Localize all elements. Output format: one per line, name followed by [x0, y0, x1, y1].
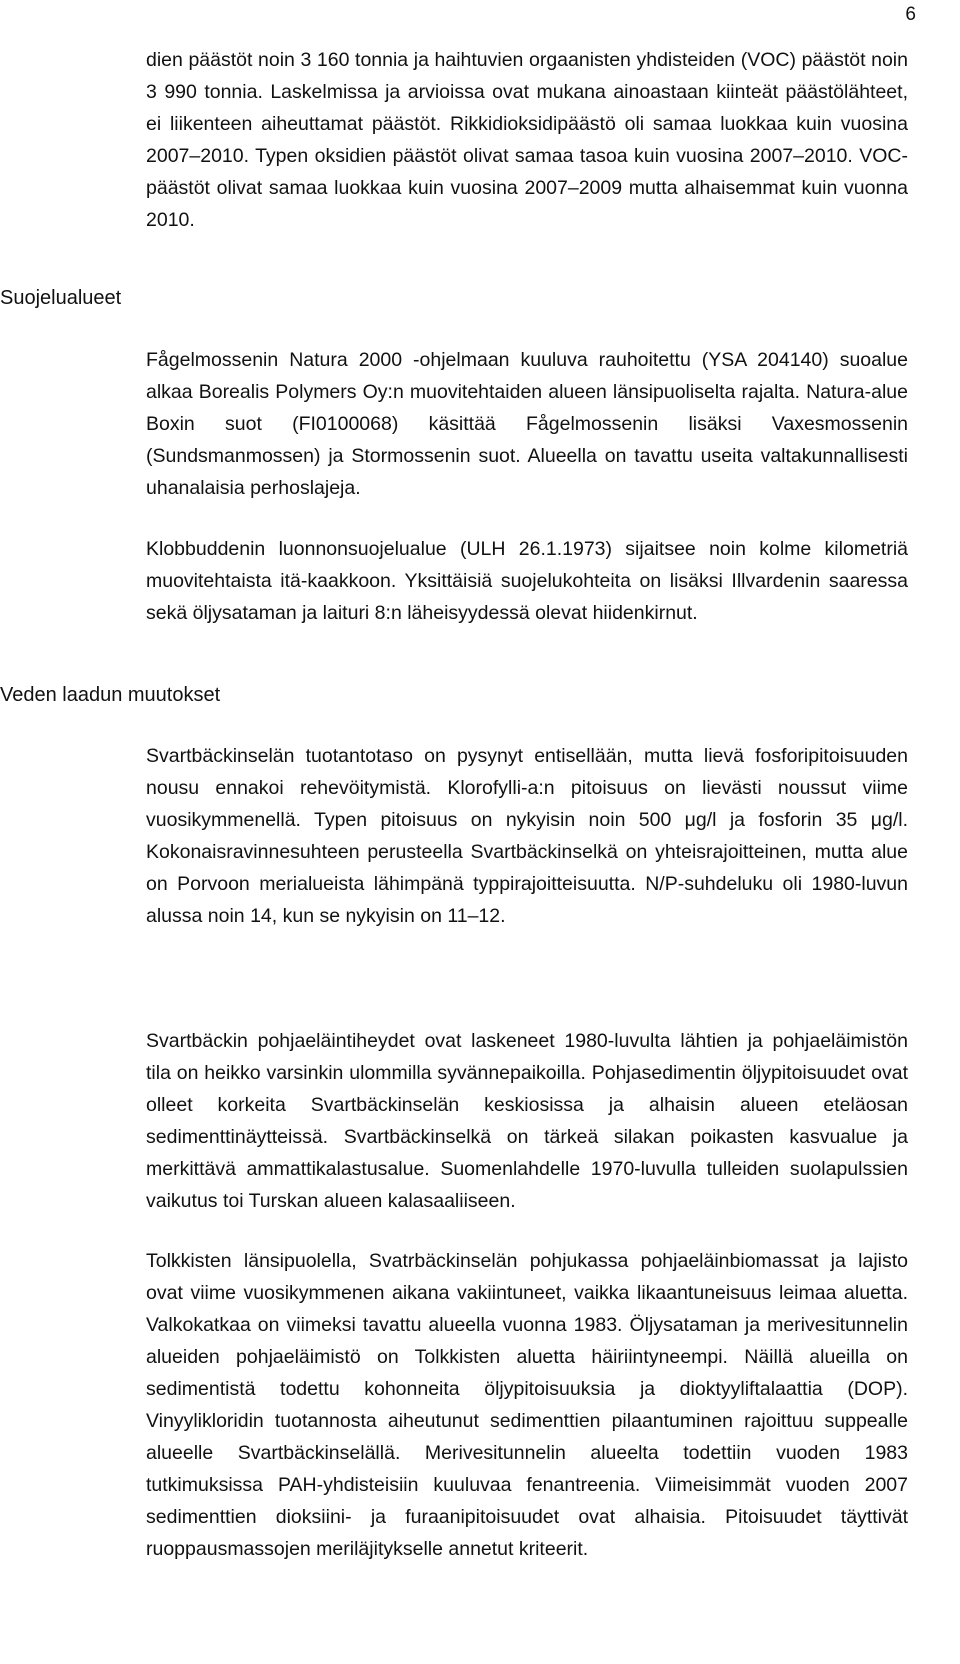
paragraph-klobbudden: Klobbuddenin luonnonsuojelualue (ULH 26.1.1973) sijaitsee noin kolme kilometriä muovitehtaista itä-kaakkoon. Yksittäisiä suojelukohteita on lisäksi Illvardenin saaressa sekä öljysataman ja laituri 8:n läheisyydessä olevat hiidenkirnut.	[146, 538, 908, 624]
paragraph-tolkkinen: Tolkkisten länsipuolella, Svatrbäckinselän pohjukassa pohjaeläinbiomassat ja lajisto ovat viime vuosikymmenen aikana vakiintuneet, vaikka likaantuneisuus leimaa aluetta. Valkokatkaa on viimeksi tavattu alueella vuonna 1983. Öljysataman ja merivesitunnelin alueiden pohjaeläimistö on Tolkkisten aluetta häiriintyneempi. Näillä alueilla on sedimentistä todettu kohonneita öljypitoisuuksia ja dioktyyliftalaattia (DOP). Vinyylikloridin tuotannosta aiheutunut sedimenttien pilaantuminen rajoittuu suppealle alueelle Svartbäckinselällä. Merivesitunnelin alueelta todettiin vuoden 1983 tutkimuksissa PAH-yhdisteisiin kuuluvaa fenantreenia. Viimeisimmät vuoden 2007 sedimenttien dioksiini- ja furaanipitoisuudet ovat alhaisia. Pitoisuudet täyttivät ruoppausmassojen meriläjitykselle annetut kriteerit.	[146, 1250, 908, 1560]
paragraph-svartback-production: Svartbäckinselän tuotantotaso on pysynyt entisellään, mutta lievä fosforipitoisuuden nousu ennakoi rehevöitymistä. Klorofylli-a:n pitoisuus on lievästi noussut viime vuosikymmenellä. Typen pitoisuus on nykyisin noin 500 μg/l ja fosforin 35 μg/l. Kokonaisravinnesuhteen perusteella Svartbäckinselkä on yhteisrajoitteinen, mutta alue on Porvoon merialueista lähimpänä typpirajoitteisuutta. N/P-suhdeluku oli 1980-luvun alussa noin 14, kun se nykyisin on 11–12.	[146, 745, 908, 927]
paragraph-svartback-benthos: Svartbäckin pohjaeläintiheydet ovat laskeneet 1980-luvulta lähtien ja pohjaeläimistön tila on heikko varsinkin ulommilla syvännepaikoilla. Pohjasedimentin öljypitoisuudet ovat olleet korkeita Svartbäckinselän keskiosissa ja alhaisin alueen eteläosan sedimenttinäytteissä. Svartbäckinselkä on tärkeä silakan poikasten kasvualue ja merkittävä ammattikalastusalue. Suomenlahdelle 1970-luvulla tulleiden suolapulssien vaikutus toi Turskan alueen kalasaaliiseen.	[146, 1030, 908, 1212]
page-number: 6	[905, 4, 916, 25]
section-heading-suojelualueet: Suojelualueet	[0, 287, 122, 309]
section-heading-veden-laadun-muutokset: Veden laadun muutokset	[0, 684, 221, 706]
paragraph-emissions: dien päästöt noin 3 160 tonnia ja haihtuvien orgaanisten yhdisteiden (VOC) päästöt noin 3 990 tonnia. Laskelmissa ja arvioissa ovat mukana ainoastaan kiinteät päästölähteet, ei liikenteen aiheuttamat päästöt. Rikkidioksidipäästö oli samaa luokkaa kuin vuosina 2007–2010. Typen oksidien päästöt olivat samaa tasoa kuin vuosina 2007–2010. VOC-päästöt olivat samaa luokkaa kuin vuosina 2007–2009 mutta alhaisemmat kuin vuonna 2010.	[146, 49, 908, 231]
paragraph-fagelmossen: Fågelmossenin Natura 2000 -ohjelmaan kuuluva rauhoitettu (YSA 204140) suoalue alkaa Borealis Polymers Oy:n muovitehtaiden alueen länsipuoliselta rajalta. Natura-alue Boxin suot (FI0100068) käsittää Fågelmossenin lisäksi Vaxesmossenin (Sundsmanmossen) ja Stormossenin suot. Alueella on tavattu useita valtakunnallisesti uhanalaisia perhoslajeja.	[146, 349, 908, 499]
